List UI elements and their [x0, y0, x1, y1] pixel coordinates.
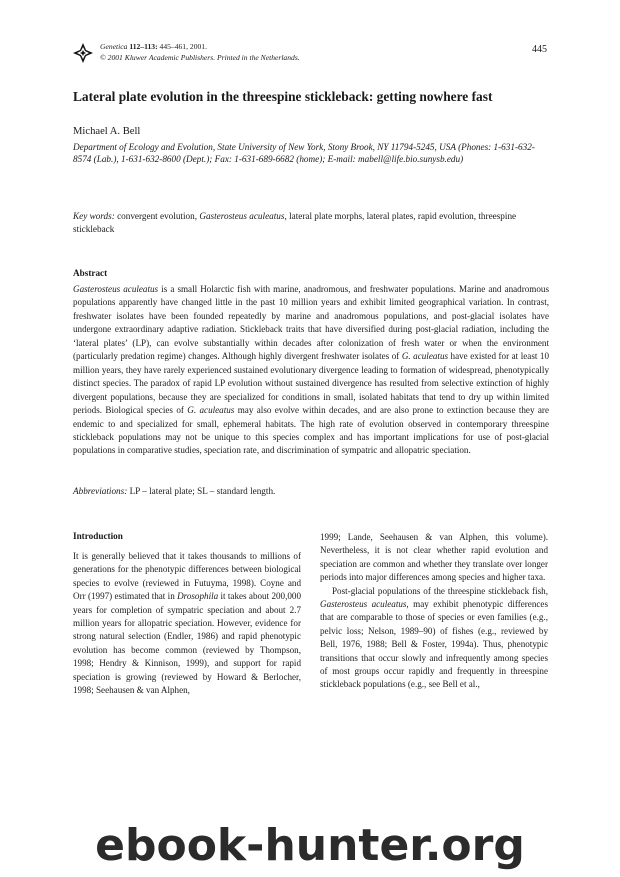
abstract-text-3: may also evolve within decades, and are also prone to extinction because they are endemic to and specialized for small, ephemeral habitats. The high rate of evolution observed in contemporary threespine stickleback populations may not be unique to this species complex and has important implications for use of post-glacial populations in comparative studies, speciation rate, and discrimination of sympatric and allopatric speciation. [73, 405, 549, 456]
watermark-text: ebook-hunter.org [95, 820, 525, 871]
intro-paragraph-1 [73, 550, 301, 697]
intro-text-2a: Post-glacial populations of the threespine stickleback fish, [332, 585, 548, 596]
abstract-body [73, 283, 549, 458]
intro-text-1a: It is generally believed that it takes thousands to millions of generations for the phenotypic differences between biological species to evolve (reviewed in Futuyma, 1998). Coyne and Orr (1997) estimated that in [73, 551, 301, 602]
page-number: 445 [532, 44, 547, 55]
intro-right-column [320, 531, 548, 692]
journal-citation [100, 42, 300, 63]
keywords-text-1: convergent evolution, [114, 211, 200, 221]
intro-species: Gasterosteus aculeatus, [320, 599, 409, 610]
abstract-species-2: G. aculeatus [401, 351, 449, 362]
keywords-label: Key words: [73, 211, 115, 221]
abstract-species-3: G. aculeatus [187, 405, 235, 416]
intro-genus: Drosophila [177, 591, 219, 602]
author-name: Michael A. Bell [73, 126, 141, 137]
abbreviations-text: LP – lateral plate; SL – standard length. [127, 486, 276, 496]
abstract-text-1: is a small Holarctic fish with marine, anadromous, and freshwater populations. Marine and anadromous populations apparently have changed little in the past 10 million years and exhibit limited geographical variation. In contrast, freshwater isolates have been founded repeatedly by marine and anadromous populations, and post-glacial isolates have undergone extraordinary adaptive radiation. Stickleback traits that have diversified during post-glacial radiation, including the ‘lateral plates’ (LP), can evolve substantially within decades after colonization of fresh water or when the environment (particularly predation regime) changes. Although highly divergent freshwater isolates of [73, 284, 550, 362]
intro-paragraph-1-cont: 1999; Lande, Seehausen & van Alphen, this volume). Nevertheless, it is not clear whether rapid evolution and speciation are common and whether they translate over longer periods into major differences among species and higher taxa. [320, 532, 548, 583]
keywords [73, 210, 549, 237]
abstract-species-1: Gasterosteus aculeatus [73, 284, 159, 294]
keywords-text-2: , lateral plate morphs, lateral plates, rapid evolution, threespine stickleback [73, 211, 517, 235]
journal-volume: 112–113: [129, 42, 158, 51]
abbreviations-label: Abbreviations: [73, 486, 128, 496]
copyright-line: © 2001 Kluwer Academic Publishers. Printed in the Netherlands. [100, 52, 300, 62]
journal-name: Genetica [100, 42, 128, 51]
intro-paragraph-2 [320, 585, 548, 692]
abstract-text-2: have existed for at least 10 million years, they have rarely experienced sustained evolutionary divergence leading to formation of widespread, phenotypically distinct species. The paradox of rapid LP evolution without sustained divergence has resulted from selective extinction of highly divergent populations, because they are specialized for conditions in small, isolated habitats that tend to dry up within limited periods. Biological species of [73, 351, 549, 416]
keywords-species: Gasterosteus aculeatus [199, 211, 285, 221]
intro-text-1b: it takes about 200,000 years for completion of sympatric speciation and about 2.7 million years for allopatric speciation. However, evidence for strong natural selection (Endler, 1986) and rapid phenotypic evolution has become common (reviewed by Thompson, 1998; Hendry & Kinnison, 1999), and support for rapid speciation is growing (reviewed by Howard & Berlocher, 1998; Seehausen & van Alphen, [73, 591, 301, 696]
author-affiliation: Department of Ecology and Evolution, State University of New York, Stony Brook, NY 11794-5245, USA (Phones: 1-631-632-8574 (Lab.), 1-631-632-8600 (Dept.); Fax: 1-631-689-6682 (home); E-mail: mabell@life.bio.sunysb.edu) [73, 142, 535, 165]
introduction-heading: Introduction [73, 531, 123, 541]
publisher-logo-icon [73, 43, 93, 63]
intro-left-column [73, 550, 301, 697]
abbreviations [73, 486, 549, 496]
paper-title: Lateral plate evolution in the threespine stickleback: getting nowhere fast [73, 89, 493, 104]
abstract-heading: Abstract [73, 268, 108, 278]
journal-pages: 445–461, 2001. [159, 42, 207, 51]
intro-text-2b: may exhibit phenotypic differences that are comparable to those of species or even families (e.g., pelvic loss; Nelson, 1989–90) of fishes (e.g., reviewed by Bell, 1976, 1988; Bell & Foster, 1994a). Thus, phenotypic transitions that occur slowly and infrequently among species of most groups occur rapidly and frequently in threespine stickleback populations (e.g., see Bell et al., [320, 599, 548, 690]
